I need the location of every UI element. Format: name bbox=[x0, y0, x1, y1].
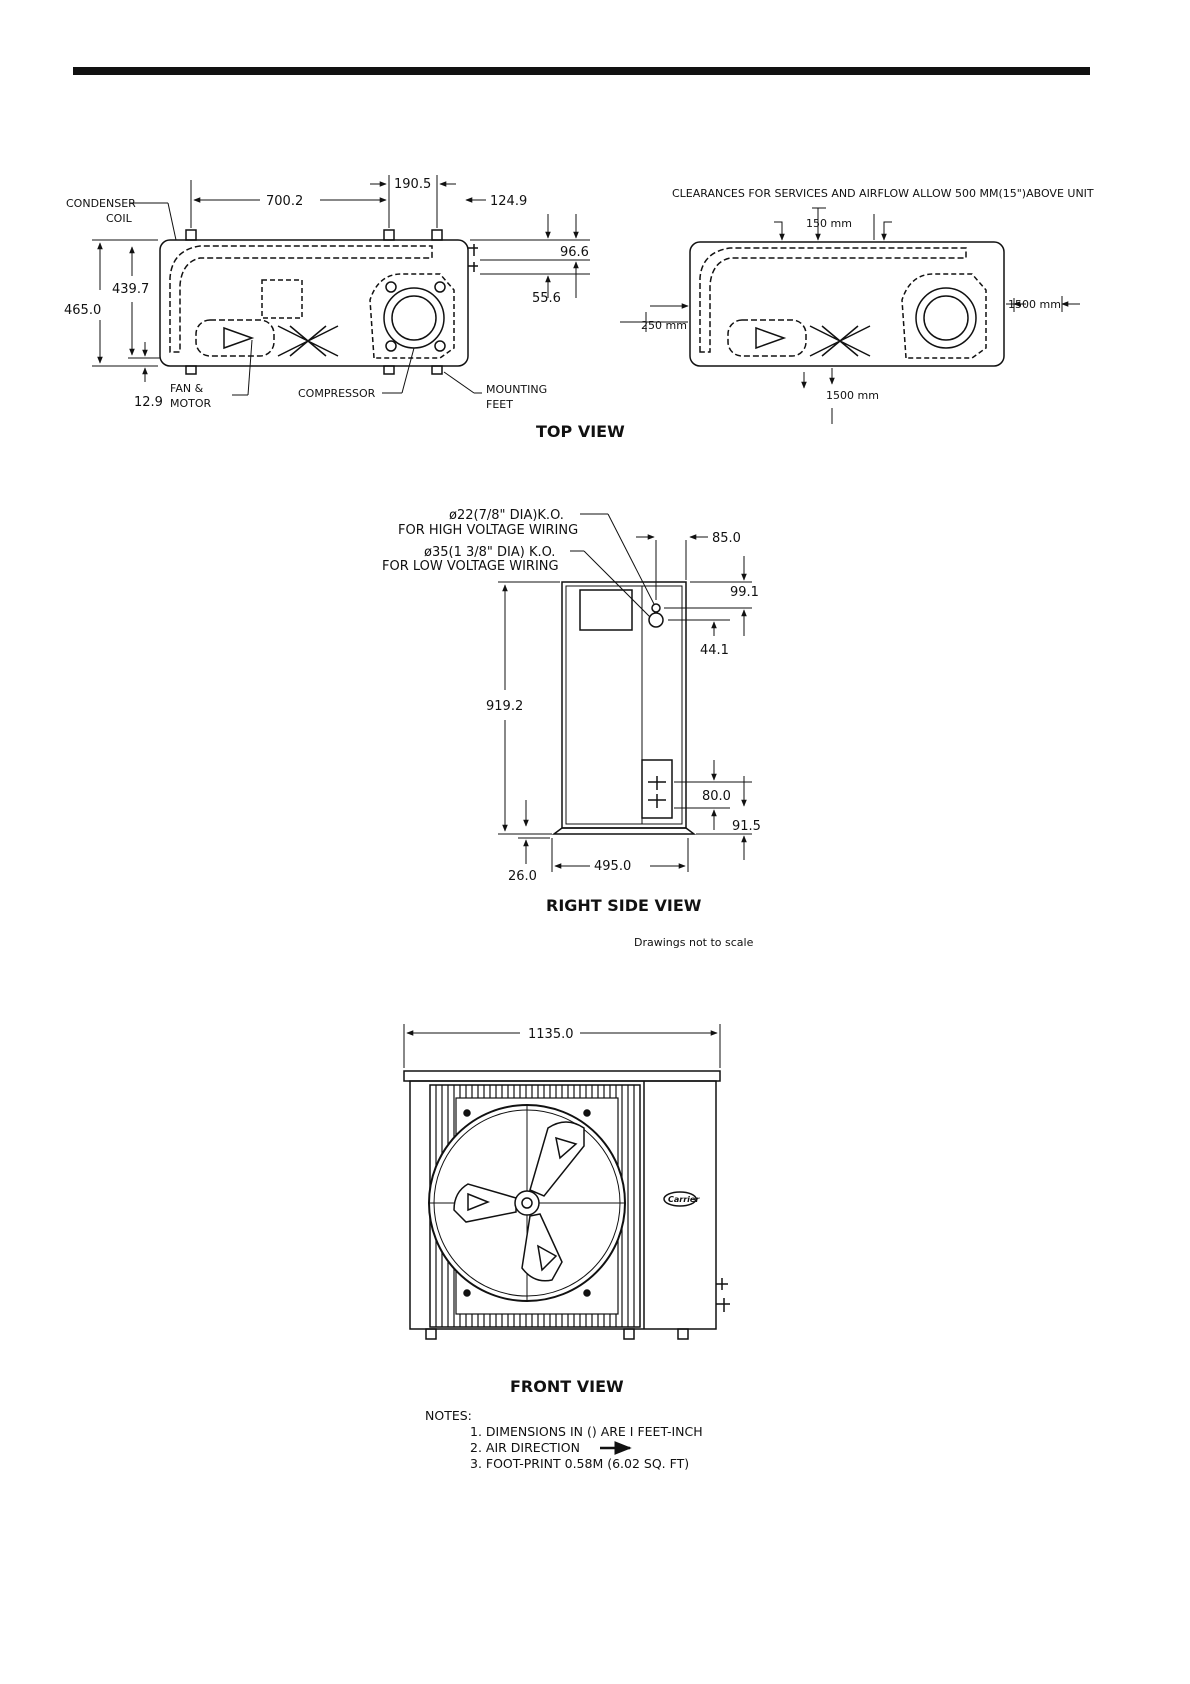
dim-55: 55.6 bbox=[532, 291, 561, 306]
service-valve-icon bbox=[716, 1278, 730, 1312]
dim-26: 26.0 bbox=[508, 869, 537, 884]
side-base bbox=[554, 828, 694, 834]
clearance-1500-right: 1500 mm bbox=[1008, 298, 1061, 311]
compressor-guard bbox=[370, 274, 454, 358]
fan-blade-icon bbox=[224, 328, 252, 348]
front-view bbox=[404, 1071, 730, 1339]
ko22-line2: FOR HIGH VOLTAGE WIRING bbox=[398, 523, 579, 538]
control-box bbox=[262, 280, 302, 318]
note-3: 3. FOOT-PRINT 0.58M (6.02 SQ. FT) bbox=[470, 1456, 690, 1471]
compressor-icon bbox=[384, 288, 444, 348]
coil-label: COIL bbox=[106, 212, 132, 225]
dim-700: 700.2 bbox=[266, 194, 304, 209]
top-view bbox=[160, 230, 478, 374]
front-foot bbox=[426, 1329, 436, 1339]
condenser-label: CONDENSER bbox=[66, 197, 136, 210]
knockout-22 bbox=[652, 604, 660, 612]
dim-80: 80.0 bbox=[702, 789, 731, 804]
motor-label: MOTOR bbox=[170, 397, 212, 410]
dim-85: 85.0 bbox=[712, 531, 741, 546]
clearance-250: 250 mm bbox=[641, 319, 687, 332]
front-top-cap bbox=[404, 1071, 720, 1081]
note-2: 2. AIR DIRECTION bbox=[470, 1440, 580, 1455]
dim-495: 495.0 bbox=[594, 859, 632, 874]
side-view-caption: RIGHT SIDE VIEW bbox=[546, 896, 702, 915]
compressor-label: COMPRESSOR bbox=[298, 387, 376, 400]
mounting-foot bbox=[384, 230, 394, 240]
fan-hub bbox=[515, 1191, 539, 1215]
feet-label: FEET bbox=[486, 398, 513, 411]
dim-1135: 1135.0 bbox=[528, 1027, 574, 1042]
fan-label: FAN & bbox=[170, 382, 204, 395]
ko35-line2: FOR LOW VOLTAGE WIRING bbox=[382, 559, 559, 574]
clearance-title: CLEARANCES FOR SERVICES AND AIRFLOW ALLOW 500 MM(15")ABOVE UNIT bbox=[672, 187, 1094, 200]
dim-91: 91.5 bbox=[732, 819, 761, 834]
dim-44: 44.1 bbox=[700, 643, 729, 658]
fan-blade-icon bbox=[278, 326, 338, 356]
mounting-foot bbox=[384, 366, 394, 374]
mounting-foot bbox=[432, 366, 442, 374]
top-view-caption: TOP VIEW bbox=[536, 422, 625, 441]
fan-blade-icon bbox=[756, 328, 784, 348]
dim-99: 99.1 bbox=[730, 585, 759, 600]
mounting-foot bbox=[186, 366, 196, 374]
service-valve-icon bbox=[468, 244, 478, 272]
top-view-text bbox=[64, 177, 625, 441]
mounting-foot bbox=[186, 230, 196, 240]
compressor-icon bbox=[916, 288, 976, 348]
fan-motor-outline bbox=[196, 320, 274, 356]
ko22-line1: ø22(7/8" DIA)K.O. bbox=[449, 508, 564, 523]
dim-96: 96.6 bbox=[560, 245, 589, 260]
mounting-label: MOUNTING bbox=[486, 383, 548, 396]
notes bbox=[425, 1408, 703, 1471]
clearance-text bbox=[641, 187, 1094, 402]
front-foot bbox=[678, 1329, 688, 1339]
scale-note: Drawings not to scale bbox=[634, 936, 754, 949]
mounting-foot bbox=[432, 230, 442, 240]
knockout-35 bbox=[649, 613, 663, 627]
dim-124: 124.9 bbox=[490, 194, 528, 209]
clearance-view bbox=[690, 242, 1004, 366]
dim-465: 465.0 bbox=[64, 303, 102, 318]
note-1: 1. DIMENSIONS IN () ARE I FEET-INCH bbox=[470, 1424, 703, 1439]
dim-439: 439.7 bbox=[112, 282, 150, 297]
service-valve-icon bbox=[648, 776, 666, 808]
side-access-panel bbox=[580, 590, 632, 630]
front-foot bbox=[624, 1329, 634, 1339]
clearance-150: 150 mm bbox=[806, 217, 852, 230]
clearance-1500-bottom: 1500 mm bbox=[826, 389, 879, 402]
carrier-logo-text: Carrier bbox=[668, 1195, 700, 1204]
ko35-line1: ø35(1 3/8" DIA) K.O. bbox=[424, 545, 556, 560]
front-view-caption: FRONT VIEW bbox=[510, 1377, 624, 1396]
dim-190: 190.5 bbox=[394, 177, 432, 192]
dim-919: 919.2 bbox=[486, 699, 524, 714]
dim-12: 12.9 bbox=[134, 395, 163, 410]
notes-heading: NOTES: bbox=[425, 1408, 472, 1423]
side-view-text bbox=[382, 508, 761, 949]
